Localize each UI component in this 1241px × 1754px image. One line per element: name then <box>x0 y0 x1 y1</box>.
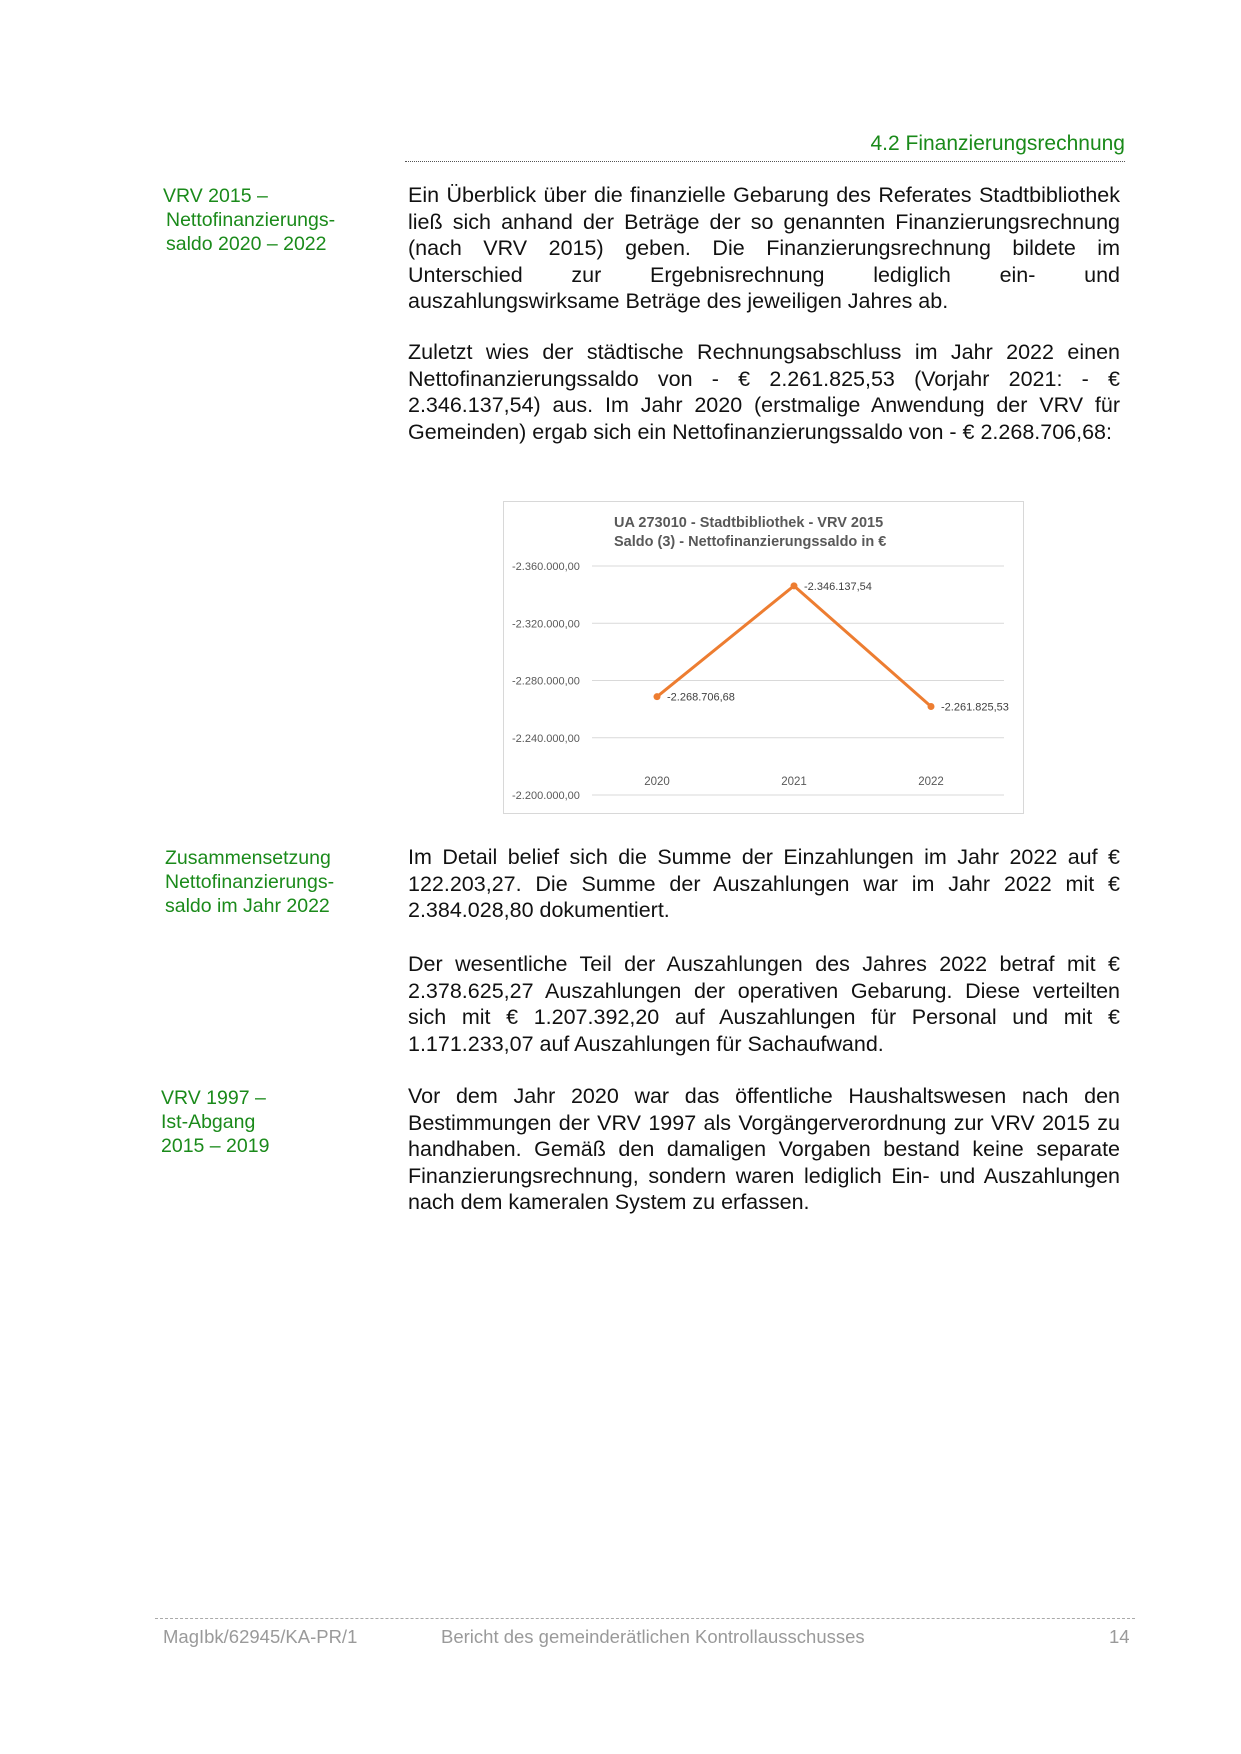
section-title: 4.2 Finanzierungsrechnung <box>870 132 1125 155</box>
margin-note-line: VRV 2015 – <box>163 185 268 207</box>
chart-canvas <box>504 502 1023 813</box>
footer-report-title: Bericht des gemeinderätlichen Kontrollausschusses <box>441 1626 865 1647</box>
chart-title: UA 273010 - Stadtbibliothek - VRV 2015 <box>614 515 884 531</box>
y-tick-label: -2.280.000,00 <box>512 675 580 688</box>
data-label: -2.268.706,68 <box>667 691 735 704</box>
data-point <box>791 582 798 589</box>
paragraph-auszahlungen: Der wesentliche Teil der Auszahlungen des Jahres 2022 betraf mit € 2.378.625,27 Auszahlungen der operativen Gebarung. Diese verteilten sich mit € 1.207.392,20 auf Auszahlungen für Personal und mit € 1.171.233,07 auf Auszahlungen für Sachaufwand. <box>408 952 1120 1056</box>
title-divider <box>405 161 1125 162</box>
paragraph-overview: Ein Überblick über die finanzielle Gebarung des Referates Stadtbibliothek ließ sich anhand der Beträge der so genannten Finanzierungsrechnung (nach VRV 2015) geben. Die Finanzierungsrechnung bildete im Unterschied zur Ergebnisrechnung lediglich ein- und auszahlungswirksame Beträge des jeweiligen Jahres ab. <box>408 183 1120 313</box>
margin-note-line: VRV 1997 – <box>161 1087 266 1109</box>
margin-note-vrv1997 <box>161 1086 269 1158</box>
data-point <box>654 693 661 700</box>
chart-series-line <box>657 586 931 707</box>
x-tick-label: 2020 <box>644 776 670 788</box>
margin-note-line: 2015 – 2019 <box>161 1135 270 1157</box>
margin-note-line: Nettofinanzierungs- <box>166 209 336 231</box>
y-tick-label: -2.360.000,00 <box>512 561 580 573</box>
paragraph-vrv1997: Vor dem Jahr 2020 war das öffentliche Haushaltswesen nach den Bestimmungen der VRV 1997 als Vorgängerverordnung zur VRV 2015 zu handhaben. Gemäß den damaligen Vorgaben bestand keine separate Finanzierungsrechnung, sondern waren lediglich Ein- und Auszahlungen nach dem kameralen System zu erfassen. <box>408 1084 1120 1214</box>
data-label: -2.346.137,54 <box>804 580 872 593</box>
margin-note-line: saldo 2020 – 2022 <box>166 233 327 255</box>
margin-note-line: Nettofinanzierungs- <box>165 871 335 893</box>
y-tick-label: -2.200.000,00 <box>512 790 580 802</box>
y-tick-label: -2.240.000,00 <box>512 732 580 745</box>
paragraph-netto-saldo: Zuletzt wies der städtische Rechnungsabschluss im Jahr 2022 einen Nettofinanzierungssaldo von - € 2.261.825,53 (Vorjahr 2021: - € 2.346.137,54) aus. Im Jahr 2020 (erstmalige Anwendung der VRV für Gemeinden) ergab sich ein Nettofinanzierungssaldo von - € 2.268.706,68: <box>408 340 1120 444</box>
margin-note-line: Zusammensetzung <box>165 847 331 869</box>
margin-note-zusammensetzung <box>165 846 334 918</box>
y-tick-label: -2.320.000,00 <box>512 618 580 631</box>
x-tick-label: 2021 <box>781 776 807 788</box>
data-label: -2.261.825,53 <box>941 701 1009 714</box>
footer-divider <box>155 1618 1135 1619</box>
footer-document-id: MagIbk/62945/KA-PR/1 <box>163 1626 358 1647</box>
margin-note-line: saldo im Jahr 2022 <box>165 895 330 917</box>
line-chart <box>503 501 1024 814</box>
chart-subtitle: Saldo (3) - Nettofinanzierungssaldo in € <box>614 534 887 550</box>
margin-note-vrv2015 <box>163 184 335 256</box>
page-number: 14 <box>1109 1626 1130 1647</box>
paragraph-einzahlungen: Im Detail belief sich die Summe der Einzahlungen im Jahr 2022 auf € 122.203,27. Die Summe der Auszahlungen war im Jahr 2022 mit € 2.384.028,80 dokumentiert. <box>408 845 1120 922</box>
data-point <box>928 703 935 710</box>
margin-note-line: Ist-Abgang <box>161 1111 256 1133</box>
x-tick-label: 2022 <box>918 776 944 788</box>
